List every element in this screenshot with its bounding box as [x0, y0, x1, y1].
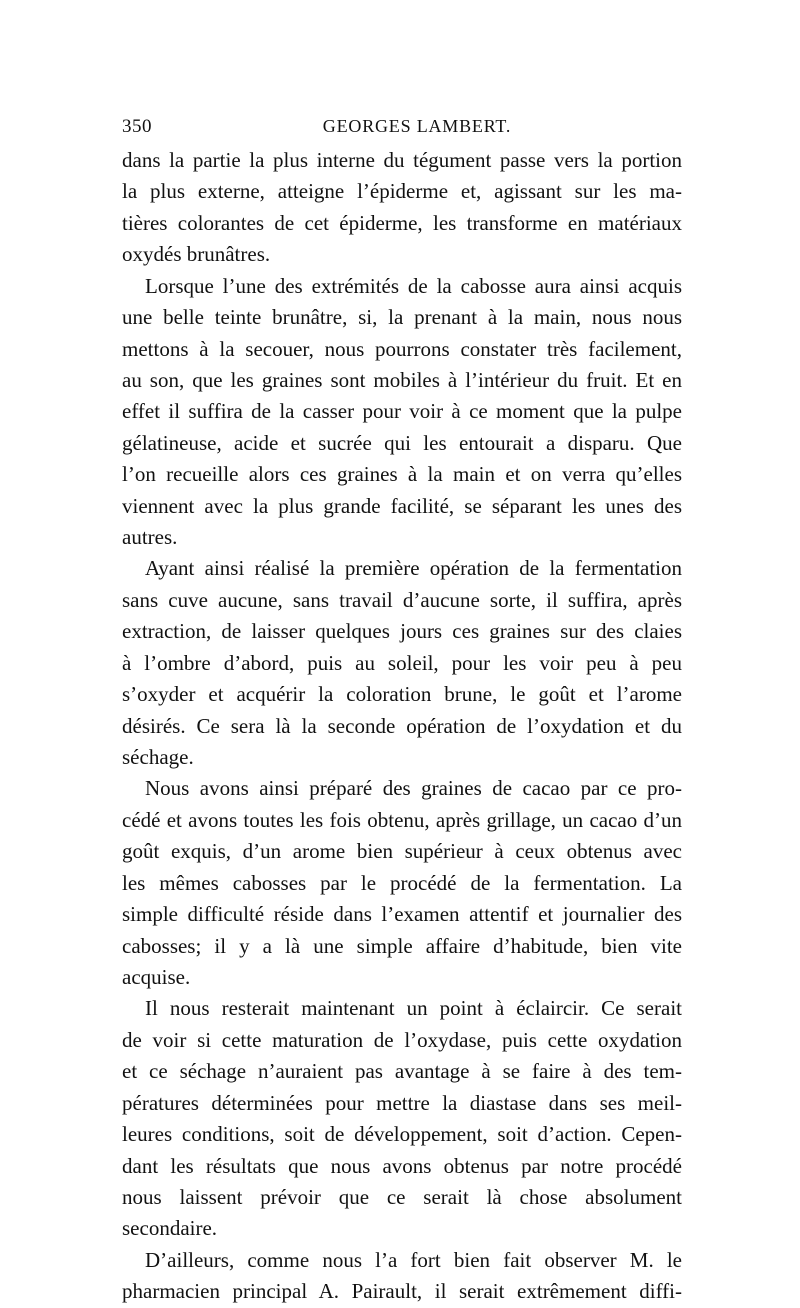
text-line: la plus externe, atteigne l’épiderme et, agissant sur les ma-	[122, 179, 682, 204]
text-line: simple difficulté réside dans l’examen attentif et journalier des	[122, 902, 682, 927]
text-line: séchage.	[122, 745, 194, 770]
text-line: viennent avec la plus grande facilité, se séparant les unes des	[122, 493, 682, 518]
text-line: désirés. Ce sera là la seconde opération de l’oxydation et du	[122, 713, 682, 738]
text-line: gélatineuse, acide et sucrée qui les entourait a disparu. Que	[122, 430, 682, 455]
text-line: goût exquis, d’un arome bien supérieur à ceux obtenus avec	[122, 839, 682, 864]
text-line: dans la partie la plus interne du tégument passe vers la portion	[122, 148, 682, 172]
text-line: et ce séchage n’auraient pas avantage à se faire à des tem-	[122, 1059, 682, 1084]
text-line: Ayant ainsi réalisé la première opération de la fermentation	[145, 556, 682, 581]
running-head: GEORGES LAMBERT.	[322, 116, 512, 136]
paragraph	[122, 271, 682, 554]
text-line: pharmacien principal A. Pairault, il serait extrêmement diffi-	[122, 1279, 682, 1304]
text-line: cédé et avons toutes les fois obtenu, après grillage, un cacao d’un	[122, 807, 682, 832]
text-line: autres.	[122, 525, 178, 550]
text-line: s’oxyder et acquérir la coloration brune, le goût et l’arome	[122, 682, 682, 707]
text-line: oxydés brunâtres.	[122, 242, 271, 267]
text-line: cabosses; il y a là une simple affaire d’habitude, bien vite	[122, 933, 682, 958]
text-line: les mêmes cabosses par le procédé de la fermentation. La	[122, 870, 682, 895]
paragraph	[122, 553, 682, 773]
text-line: secondaire.	[122, 1216, 218, 1241]
text-line: dant les résultats que nous avons obtenus par notre procédé	[122, 1153, 682, 1178]
text-line: tières colorantes de cet épiderme, les transforme en matériaux	[122, 210, 682, 235]
body-text	[122, 145, 682, 1308]
text-line: Nous avons ainsi préparé des graines de cacao par ce pro-	[145, 776, 682, 801]
text-line: l’on recueille alors ces graines à la main et on verra qu’elles	[122, 462, 682, 487]
page-number: 350	[122, 116, 152, 137]
text-line: à l’ombre d’abord, puis au soleil, pour les voir peu à peu	[122, 650, 682, 675]
text-line: effet il suffira de la casser pour voir à ce moment que la pulpe	[122, 399, 682, 424]
text-line: Lorsque l’une des extrémités de la cabosse aura ainsi acquis	[145, 273, 682, 298]
paragraph	[122, 993, 682, 1244]
text-line: mettons à la secouer, nous pourrons constater très facilement,	[122, 336, 682, 361]
text-line: une belle teinte brunâtre, si, la prenant à la main, nous nous	[122, 305, 682, 330]
page-header	[122, 116, 682, 142]
text-line: au son, que les graines sont mobiles à l’intérieur du fruit. Et en	[122, 367, 682, 392]
text-line: Il nous resterait maintenant un point à éclaircir. Ce serait	[145, 996, 682, 1021]
paragraph	[122, 145, 682, 271]
text-line: de voir si cette maturation de l’oxydase, puis cette oxydation	[122, 1027, 682, 1052]
text-line: leures conditions, soit de développement, soit d’action. Cepen-	[122, 1122, 682, 1147]
text-line: pératures déterminées pour mettre la diastase dans ses meil-	[122, 1090, 682, 1115]
paragraph	[122, 773, 682, 993]
text-line: extraction, de laisser quelques jours ces graines sur des claies	[122, 619, 682, 644]
text-line: sans cuve aucune, sans travail d’aucune sorte, il suffira, après	[122, 587, 682, 612]
paragraph	[122, 1245, 682, 1308]
text-line: nous laissent prévoir que ce serait là chose absolument	[122, 1184, 682, 1209]
text-line: acquise.	[122, 964, 191, 989]
text-line: D’ailleurs, comme nous l’a fort bien fait observer M. le	[145, 1247, 682, 1272]
